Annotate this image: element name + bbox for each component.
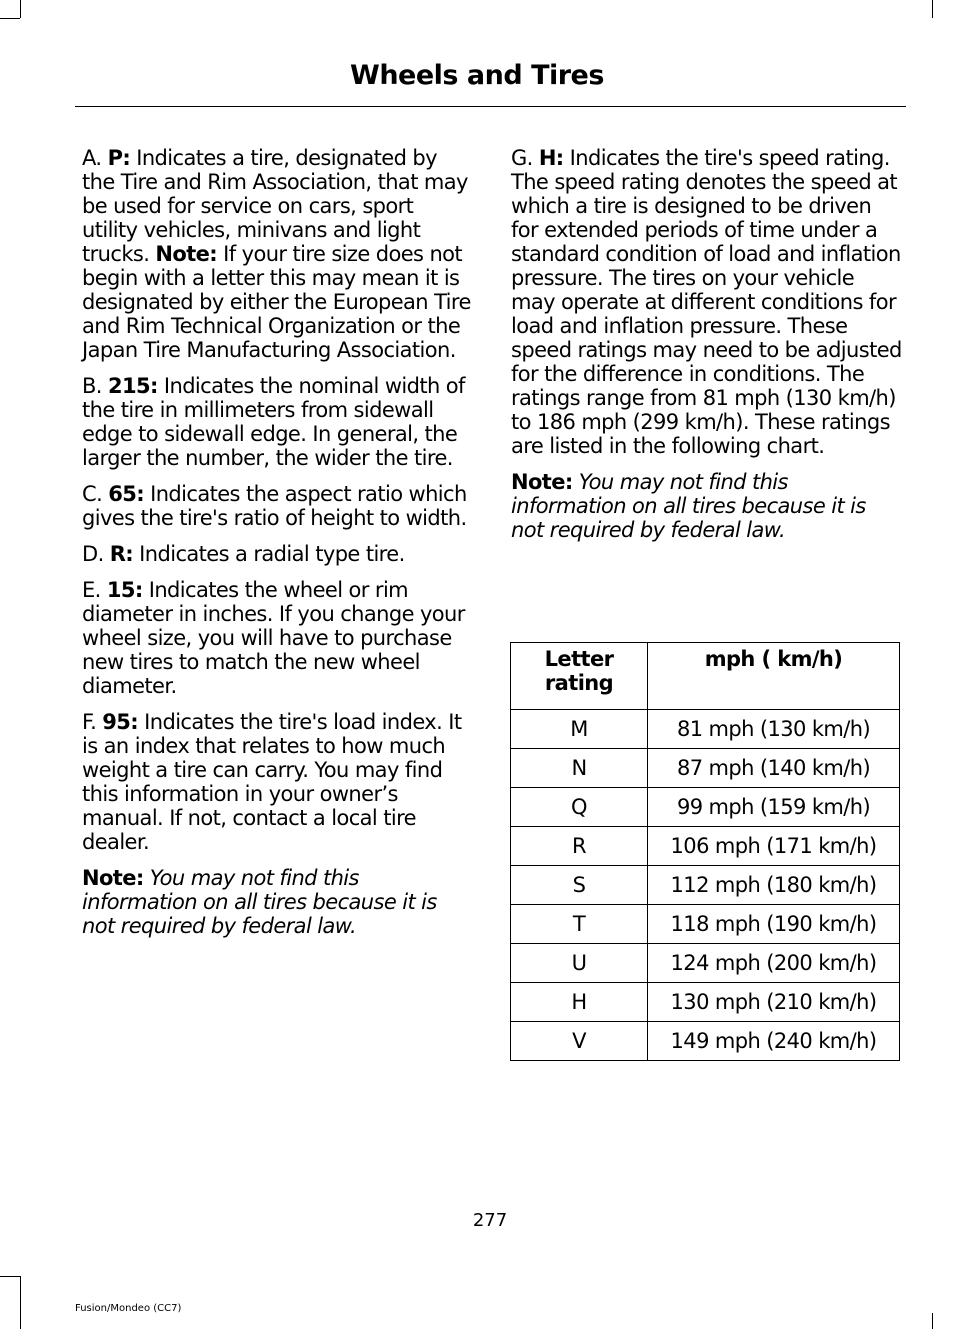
crop-mark bbox=[0, 1276, 20, 1277]
header-letter-rating: Letter rating bbox=[511, 643, 648, 710]
table-row bbox=[511, 749, 900, 788]
left-column bbox=[82, 146, 472, 950]
header-speed: mph ( km/h) bbox=[648, 643, 900, 710]
speed-cell: 87 mph (140 km/h) bbox=[648, 749, 900, 788]
table-header-row bbox=[511, 643, 900, 710]
crop-mark bbox=[932, 0, 933, 18]
left-note: Note: You may not find this information on all tires because it is not required by federal law. bbox=[82, 866, 437, 938]
letter-cell: R bbox=[511, 827, 648, 866]
speed-cell: 99 mph (159 km/h) bbox=[648, 788, 900, 827]
letter-cell: U bbox=[511, 944, 648, 983]
speed-cell: 81 mph (130 km/h) bbox=[648, 710, 900, 749]
tire-code-paragraph-d: D. R: Indicates a radial type tire. bbox=[82, 542, 405, 566]
letter-cell: M bbox=[511, 710, 648, 749]
table-row bbox=[511, 788, 900, 827]
tire-code-paragraph-b: B. 215: Indicates the nominal width of the tire in millimeters from sidewall edge to sidewall edge. In general, the larger the number, the wider the tire. bbox=[82, 374, 465, 470]
letter-cell: Q bbox=[511, 788, 648, 827]
letter-cell: T bbox=[511, 905, 648, 944]
tire-code-paragraph-e: E. 15: Indicates the wheel or rim diameter in inches. If you change your wheel size, you will have to purchase new tires to match the new wheel diameter. bbox=[82, 578, 465, 698]
footer-model: Fusion/Mondeo (CC7) bbox=[75, 1303, 182, 1314]
crop-mark bbox=[20, 0, 21, 18]
speed-cell: 106 mph (171 km/h) bbox=[648, 827, 900, 866]
speed-cell: 124 mph (200 km/h) bbox=[648, 944, 900, 983]
table-row bbox=[511, 866, 900, 905]
tire-code-paragraph-c: C. 65: Indicates the aspect ratio which gives the tire's ratio of height to width. bbox=[82, 482, 467, 530]
speed-cell: 149 mph (240 km/h) bbox=[648, 1022, 900, 1061]
tire-code-paragraph-g: G. H: Indicates the tire's speed rating. The speed rating denotes the speed at which a tire is designed to be driven for extended periods of time under a standard condition of load and inflation pressure. The tires on your vehicle may operate at different conditions for load and inflation pressure. These speed ratings may need to be adjusted for the difference in conditions. The ratings range from 81 mph (130 km/h) to 186 mph (299 km/h). These ratings are listed in the following chart. bbox=[511, 146, 902, 458]
right-note: Note: You may not find this information on all tires because it is not required by federal law. bbox=[511, 470, 866, 542]
table-row bbox=[511, 710, 900, 749]
page-title: Wheels and Tires bbox=[350, 60, 604, 91]
table-row bbox=[511, 1022, 900, 1061]
table-row bbox=[511, 983, 900, 1022]
right-column bbox=[511, 146, 903, 554]
header-divider bbox=[75, 106, 906, 107]
speed-rating-table bbox=[510, 642, 900, 1061]
table-row bbox=[511, 944, 900, 983]
speed-cell: 130 mph (210 km/h) bbox=[648, 983, 900, 1022]
speed-cell: 112 mph (180 km/h) bbox=[648, 866, 900, 905]
crop-mark bbox=[0, 18, 20, 19]
letter-cell: N bbox=[511, 749, 648, 788]
letter-cell: H bbox=[511, 983, 648, 1022]
table-row bbox=[511, 905, 900, 944]
speed-cell: 118 mph (190 km/h) bbox=[648, 905, 900, 944]
crop-mark bbox=[20, 1276, 21, 1329]
crop-mark bbox=[932, 1313, 933, 1329]
page-number: 277 bbox=[472, 1210, 508, 1231]
letter-cell: S bbox=[511, 866, 648, 905]
tire-code-paragraph-a: A. P: Indicates a tire, designated by the Tire and Rim Association, that may be used for service on cars, sport utility vehicles, minivans and light trucks. Note: If your tire size does not begin with a letter this may mean it is designated by either the European Tire and Rim Technical Organization or the Japan Tire Manufacturing Association. bbox=[82, 146, 471, 362]
letter-cell: V bbox=[511, 1022, 648, 1061]
table-row bbox=[511, 827, 900, 866]
tire-code-paragraph-f: F. 95: Indicates the tire's load index. It is an index that relates to how much weight a tire can carry. You may find this information in your owner’s manual. If not, contact a local tire dealer. bbox=[82, 710, 462, 854]
